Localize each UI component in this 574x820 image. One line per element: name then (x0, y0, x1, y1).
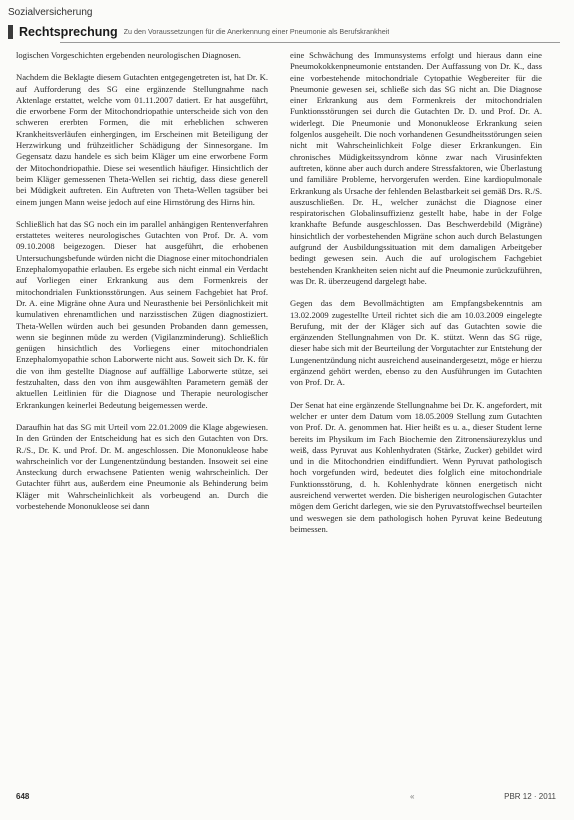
paragraph: Daraufhin hat das SG mit Urteil vom 22.01.2009 die Klage abgewiesen. In den Gründen der Entscheidung hat es sich den Gutachten von Drs. R./S., Dr. K. und Prof. Dr. M. angeschlossen. Die Mononukleose habe wahrscheinlich vor der Lungenentzündung bestanden. Insoweit sei eine Ansteckung durch erwachsene Patienten wenig wahrscheinlich. Der Gutachter führt aus, außerdem eine Pneumonie als Behinderung beim Kläger mit Wahrscheinlichkeit als vorbeugend an. Durch die vorbestehende Mononukleose sei dann (16, 421, 268, 511)
page-number: 648 (16, 792, 30, 801)
page-footer (0, 792, 574, 812)
section-subtitle: Zu den Voraussetzungen für die Anerkennung einer Pneumonie als Berufskrankheit (123, 27, 390, 36)
brand-label: Sozialversicherung (8, 7, 93, 18)
left-column (16, 50, 268, 523)
header-rule (60, 42, 560, 43)
right-column (290, 50, 542, 546)
section-header (8, 24, 566, 39)
paragraph: Gegen das dem Bevollmächtigten am Empfangsbekenntnis am 13.02.2009 zugestellte Urteil richtet sich die am 10.03.2009 eingelegte Berufung, mit der der Kläger sich auf das Gutachten sowie die ergänzenden Stellungnahmen von Dr. K. stützt. Wenn das SG rüge, dieser habe sich mit der Beurteilung der Vorgutachter zur Entstehung der Lungenentzündung nicht ausreichend auseinandergesetzt, möge er hierzu ergänzend gehört werden, ebenso zu den Ausführungen im Gutachten von Prof. Dr. A. (290, 298, 542, 388)
paragraph: eine Schwächung des Immunsystems erfolgt und hieraus dann eine Pneumokokkenpneumonie entstanden. Der Auffassung von Dr. K., dass eine vorbestehende mitochondriale Cytopathie Wegbereiter für die Pneumonie gewesen sei, schließe sich das SG nicht an. Die Diagnose einer Erkrankung aus dem Formenkreis der mitochondrialen Funktionsstörungen sei durch die Gutachten Dr. D. und Prof. Dr. A. widerlegt. Die Pneumonie und Mononukleose Erkrankung seien folgenlos ausgeheilt. Die noch vorhandenen Gesundheitsstörungen seien nicht mit Wahrscheinlichkeit Folge dieser Erkrankungen. Ein chronisches Müdigkeitssyndrom könne zwar nach Virusinfekten auftreten, könne aber auch durch andere Stressfaktoren, wie Überlastung und familiäre Probleme, hervorgerufen werden. Eine kardiopulmonale Erkrankung als Ursache der fehlenden Belastbarkeit sei gemäß Drs. R./S. auszuschließen. Dr. H., welcher zunächst die Diagnose einer respiratorischen Globalinsuffizienz gestellt habe, habe in der Folge krankhafte Befunde ausgeschlossen. Das Beschwerdebild (Migräne) hinsichtlich der vorbestehenden Migräne schon auch durch Belastungen aufgrund der Ausbildungssituation mit dem damaligen Arbeitgeber bedingt gewesen sein. Auch die auf urologischem Fachgebiet bestehenden Krankheiten seien nicht auf die Pneumonie zurückzuführen, was Dr. R. überzeugend dargelegt habe. (290, 50, 543, 286)
paragraph: Der Senat hat eine ergänzende Stellungnahme bei Dr. K. angefordert, mit welcher er unter dem Datum vom 18.05.2009 Stellung zum Gutachten von Prof. Dr. A. genommen hat. Hier heißt es u. a., dieser Student lerne bereits im Physikum im Fach Biochemie den Zitronensäurezyklus und weiß, dass Pyruvat aus Kohlenhydraten (Stärke, Zucker) gebildet wird und in die Mitochondrien eindiffundiert. Wenn Pyruvat pathologisch hoch vorgefunden wird, bedeutet dies folglich eine mitochondriale Funktionsstörung, d. h. Kohlenhydrate können energetisch nicht ausreichend verwertet werden. Die bisherigen neurologischen Gutachter mögen dem Gericht darlegen, wie sie den Pyruvatstoffwechsel beurteilen und weswegen sie dem pathologisch hohen Pyruvat keine Bedeutung beimessen. (290, 399, 542, 534)
section-title: Rechtsprechung (19, 24, 118, 39)
paragraph: Schließlich hat das SG noch ein im parallel anhängigen Rentenverfahren erstattetes weiteres neurologisches Gutachten von Prof. Dr. A. vom 09.10.2008 beigezogen. Dieser hat ausgeführt, die erhobenen Untersuchungsbefunde würden nicht die Diagnose einer mitochondrialen Enzephalomyopathie erlauben. Es ergebe sich nicht einmal ein Verdacht auf Vorliegen einer Erkrankung aus dem Formenkreis der mitochondrialen Funktionsstörungen. Aus seinem Fachgebiet hat Prof. Dr. A. eine Migräne ohne Aura und Neurasthenie bei Persönlichkeit mit kumulativen ehrenamtlichen und narzisstischen Zügen diagnostiziert. Theta-Wellen würden auch bei gesunden Probanden dann gemessen, wenn sie beginnen müde zu werden (Vigilanzminderung). Schließlich genügen hinsichtlich des Vorliegens einer mitochondrialen Enzephalomyopathie schon Laborwerte nicht aus. Soweit sich Dr. K. für die von ihm gestellte Diagnose auf auffällige Laborwerte stütze, sei festzuhalten, dass den von ihm ausgewählten Parametern gemäß der aktuellen Leitlinien für die Diagnose und Therapie neurologischer Erkrankungen keinerlei Bedeutung beigemessen werde. (16, 218, 268, 410)
footer-mark: « (410, 792, 415, 801)
journal-issue: PBR 12 · 2011 (504, 792, 556, 801)
paragraph: Nachdem die Beklagte diesem Gutachten entgegengetreten ist, hat Dr. K. auf Aufforderung des SG eine ergänzende Stellungnahme nach Aktenlage erstattet, welche vom 01.11.2007 datiert. Er hat ausgeführt, die erworbene Form der Mitochondriopathie unterscheide sich von den schweren ererbten Formen, die mit erheblichen schweren Krankheitsverläufen einhergingen, im Erscheinen mit Beteiligung der Herzwirkung und frühzeitlicher Schädigung der Sinnesorgane. Im Gegensatz dazu handele es sich beim Kläger um eine erworbene Form der Mitochondriopathie. Diese sei wesentlich häufiger. Hinsichtlich der beim Kläger gemessenen Theta-Wellen sei richtig, dass diese generell bei Müdigkeit auftreten. Ein Auftreten von Theta-Wellen tagsüber bei einem jungen Mann weise jedoch auf eine Hirnstörung des Hirns hin. (16, 72, 268, 207)
section-marker (8, 25, 13, 39)
paragraph: logischen Vorgeschichten ergebenden neurologischen Diagnosen. (16, 50, 241, 60)
